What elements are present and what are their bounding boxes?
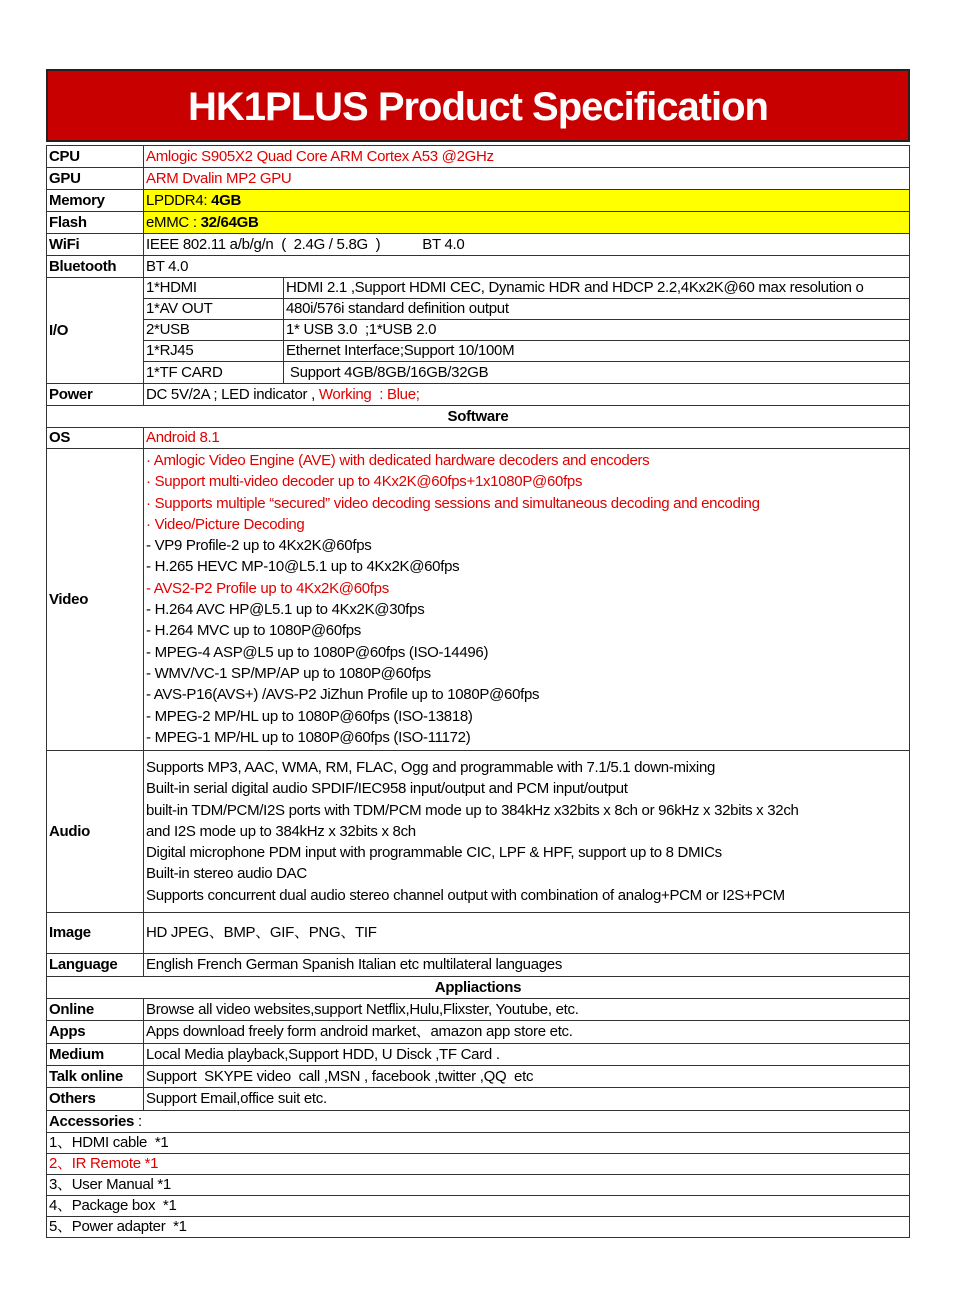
image-label: Image xyxy=(47,913,144,954)
video-line: - WMV/VC-1 SP/MP/AP up to 1080P@60fps xyxy=(146,664,431,682)
video-line: · Support multi-video decoder up to 4Kx2K@60fps+1x1080P@60fps xyxy=(146,473,583,491)
accessory-item: 3、User Manual *1 xyxy=(47,1175,910,1196)
audio-line: Built-in stereo audio DAC xyxy=(146,865,307,883)
video-line: - H.264 AVC HP@L5.1 up to 4Kx2K@30fps xyxy=(146,601,425,619)
video-line: - AVS2-P2 Profile up to 4Kx2K@60fps xyxy=(146,579,389,597)
flash-size: 32/64GB xyxy=(200,213,259,231)
row-memory xyxy=(47,190,910,212)
talk-online-value: Support SKYPE video call ,MSN , facebook ,twitter ,QQ etc xyxy=(144,1066,910,1088)
bluetooth-value: BT 4.0 xyxy=(144,256,910,278)
io-port: 1*AV OUT xyxy=(144,299,284,320)
memory-label: Memory xyxy=(47,190,144,212)
accessories-colon: : xyxy=(134,1112,142,1130)
row-talk-online xyxy=(47,1066,910,1088)
row-power xyxy=(47,384,910,406)
power-value xyxy=(144,384,910,406)
os-label: OS xyxy=(47,428,144,449)
audio-line: and I2S mode up to 384kHz x 32bits x 8ch xyxy=(146,822,416,840)
online-label: Online xyxy=(47,999,144,1021)
memory-size: 4GB xyxy=(211,191,242,209)
video-line: - H.265 HEVC MP-10@L5.1 up to 4Kx2K@60fps xyxy=(146,558,460,576)
audio-line: Digital microphone PDM input with programmable CIC, LPF & HPF, support up to 8 DMICs xyxy=(146,844,722,862)
io-desc: Ethernet Interface;Support 10/100M xyxy=(284,341,910,362)
video-line: - H.264 MVC up to 1080P@60fps xyxy=(146,622,361,640)
row-online xyxy=(47,999,910,1021)
io-desc: Support 4GB/8GB/16GB/32GB xyxy=(284,362,910,384)
gpu-value: ARM Dvalin MP2 GPU xyxy=(144,168,910,190)
row-io xyxy=(47,341,910,362)
cpu-label: CPU xyxy=(47,146,144,168)
row-software-heading xyxy=(47,406,910,428)
flash-type: eMMC : xyxy=(146,213,201,231)
audio-line: built-in TDM/PCM/I2S ports with TDM/PCM mode up to 384kHz x32bits x 8ch or 96kHz x 32bits x 32ch xyxy=(146,801,799,819)
wifi-value xyxy=(144,234,910,256)
image-value: HD JPEG、BMP、GIF、PNG、TIF xyxy=(144,913,910,954)
video-line: - MPEG-4 ASP@L5 up to 1080P@60fps (ISO-14496) xyxy=(146,643,489,661)
row-image xyxy=(47,913,910,954)
page-title: HK1PLUS Product Specification xyxy=(46,69,910,142)
row-cpu xyxy=(47,146,910,168)
audio-line: Supports MP3, AAC, WMA, RM, FLAC, Ogg and programmable with 7.1/5.1 down-mixing xyxy=(146,758,716,776)
others-value: Support Email,office suit etc. xyxy=(144,1088,910,1111)
video-features xyxy=(144,449,910,751)
row-io xyxy=(47,320,910,341)
io-port: 1*RJ45 xyxy=(144,341,284,362)
medium-value: Local Media playback,Support HDD, U Disck ,TF Card . xyxy=(144,1044,910,1066)
spec-table xyxy=(46,145,910,1238)
video-line: - VP9 Profile-2 up to 4Kx2K@60fps xyxy=(146,537,372,555)
applications-heading: Appliactions xyxy=(47,977,910,999)
flash-label: Flash xyxy=(47,212,144,234)
accessories-title: Accessories xyxy=(49,1112,135,1130)
row-medium xyxy=(47,1044,910,1066)
row-os xyxy=(47,428,910,449)
row-io xyxy=(47,278,910,299)
row-others xyxy=(47,1088,910,1111)
wifi-bt: BT 4.0 xyxy=(422,235,465,253)
flash-value xyxy=(144,212,910,234)
io-desc: HDMI 2.1 ,Support HDMI CEC, Dynamic HDR and HDCP 2.2,4Kx2K@60 max resolution o xyxy=(284,278,910,299)
power-spec: DC 5V/2A ; LED indicator , xyxy=(146,385,319,403)
row-language xyxy=(47,954,910,977)
row-bluetooth xyxy=(47,256,910,278)
row-apps xyxy=(47,1021,910,1044)
audio-features xyxy=(144,751,910,913)
row-video xyxy=(47,449,910,751)
apps-value: Apps download freely form android market、amazon app store etc. xyxy=(144,1021,910,1044)
accessory-row xyxy=(47,1196,910,1217)
io-port: 2*USB xyxy=(144,320,284,341)
row-wifi xyxy=(47,234,910,256)
row-accessories-heading xyxy=(47,1111,910,1133)
accessory-row xyxy=(47,1133,910,1154)
row-gpu xyxy=(47,168,910,190)
others-label: Others xyxy=(47,1088,144,1111)
software-heading: Software xyxy=(47,406,910,428)
power-label: Power xyxy=(47,384,144,406)
video-line: - MPEG-2 MP/HL up to 1080P@60fps (ISO-13818) xyxy=(146,707,473,725)
accessory-item: 4、Package box *1 xyxy=(47,1196,910,1217)
accessory-row xyxy=(47,1154,910,1175)
memory-value xyxy=(144,190,910,212)
io-port: 1*HDMI xyxy=(144,278,284,299)
accessory-item: 2、IR Remote *1 xyxy=(47,1154,910,1175)
io-desc: 480i/576i standard definition output xyxy=(284,299,910,320)
accessory-item: 1、HDMI cable *1 xyxy=(47,1133,910,1154)
video-line: - AVS-P16(AVS+) /AVS-P2 JiZhun Profile up to 1080P@60fps xyxy=(146,686,540,704)
accessory-item: 5、Power adapter *1 xyxy=(47,1217,910,1238)
talk-online-label: Talk online xyxy=(47,1066,144,1088)
wifi-label: WiFi xyxy=(47,234,144,256)
wifi-standard: IEEE 802.11 a/b/g/n ( 2.4G / 5.8G ) xyxy=(146,235,381,253)
spec-sheet xyxy=(46,69,910,1238)
bluetooth-label: Bluetooth xyxy=(47,256,144,278)
video-label: Video xyxy=(47,449,144,751)
memory-type: LPDDR4: xyxy=(146,191,212,209)
audio-line: Built-in serial digital audio SPDIF/IEC958 input/output and PCM input/output xyxy=(146,780,628,798)
apps-label: Apps xyxy=(47,1021,144,1044)
language-value: English French German Spanish Italian etc multilateral languages xyxy=(144,954,910,977)
power-led-status: Working : Blue; xyxy=(318,385,420,403)
row-audio xyxy=(47,751,910,913)
audio-label: Audio xyxy=(47,751,144,913)
row-flash xyxy=(47,212,910,234)
video-line: - MPEG-1 MP/HL up to 1080P@60fps (ISO-11172) xyxy=(146,728,471,746)
cpu-value: Amlogic S905X2 Quad Core ARM Cortex A53 @2GHz xyxy=(144,146,910,168)
video-line: · Amlogic Video Engine (AVE) with dedicated hardware decoders and encoders xyxy=(146,452,650,469)
online-value: Browse all video websites,support Netflix,Hulu,Flixster, Youtube, etc. xyxy=(144,999,910,1021)
row-io xyxy=(47,299,910,320)
medium-label: Medium xyxy=(47,1044,144,1066)
os-value: Android 8.1 xyxy=(144,428,910,449)
accessories-heading xyxy=(47,1111,910,1133)
audio-line: Supports concurrent dual audio stereo channel output with combination of analog+PCM or I2S+PCM xyxy=(146,886,785,904)
accessory-row xyxy=(47,1217,910,1238)
io-desc: 1* USB 3.0 ;1*USB 2.0 xyxy=(284,320,910,341)
video-line: · Supports multiple “secured” video decoding sessions and simultaneous decoding and encoding xyxy=(146,494,760,512)
video-line: · Video/Picture Decoding xyxy=(146,515,305,533)
io-port: 1*TF CARD xyxy=(144,362,284,384)
accessory-row xyxy=(47,1175,910,1196)
row-io xyxy=(47,362,910,384)
gpu-label: GPU xyxy=(47,168,144,190)
language-label: Language xyxy=(47,954,144,977)
io-label: I/O xyxy=(47,278,144,384)
row-applications-heading xyxy=(47,977,910,999)
